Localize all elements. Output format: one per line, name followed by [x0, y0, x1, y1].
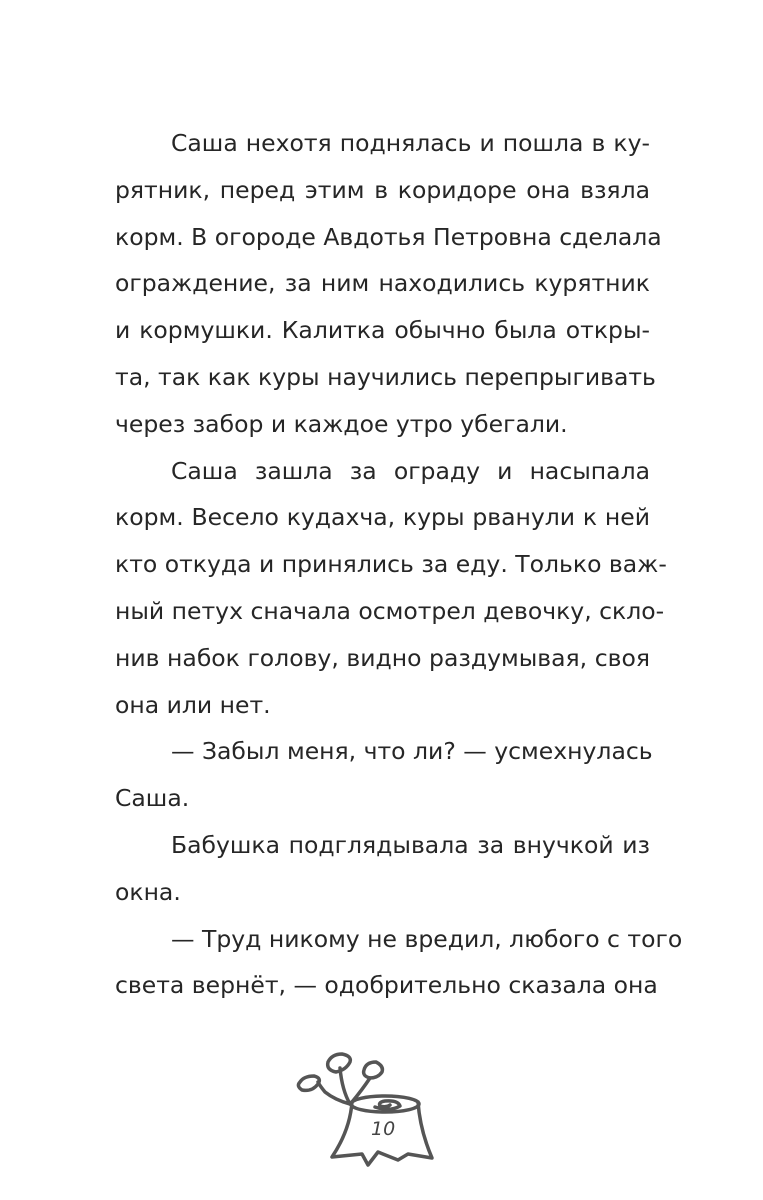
- text-line: ограждение, за ним находились курятник: [115, 269, 650, 298]
- text-line: рятник, перед этим в коридоре она взяла: [115, 175, 650, 204]
- text-line: корм. В огороде Авдотья Петровна сделала: [115, 222, 662, 251]
- text-line: Саша.: [115, 784, 190, 813]
- text-line: ный петух сначала осмотрел девочку, скло-: [115, 596, 665, 625]
- text-line: и кормушки. Калитка обычно была откры-: [115, 316, 650, 345]
- body-text: [115, 120, 683, 1009]
- page-number: 10: [371, 1118, 396, 1140]
- text-line: — Забыл меня, что ли? — усмехнулась: [171, 737, 653, 766]
- text-line: света вернёт, — одобрительно сказала она: [115, 971, 658, 1000]
- text-line: она или нет.: [115, 690, 271, 719]
- text-line: окна.: [115, 877, 181, 906]
- text-line: Бабушка подглядывала за внучкой из: [171, 830, 650, 859]
- text-line: через забор и каждое утро убегали.: [115, 409, 568, 438]
- text-line: Саша зашла за ограду и насыпала: [171, 456, 650, 485]
- stump-with-mushrooms-icon: [280, 1020, 480, 1190]
- text-line: та, так как куры научились перепрыгивать: [115, 362, 656, 391]
- text-line: корм. Весело кудахча, куры рванули к ней: [115, 503, 650, 532]
- text-line: — Труд никому не вредил, любого с того: [171, 924, 683, 953]
- text-line: кто откуда и принялись за еду. Только важ-: [115, 550, 667, 579]
- text-line: нив набок голову, видно раздумывая, своя: [115, 643, 650, 672]
- text-line: Саша нехотя поднялась и пошла в ку-: [171, 129, 650, 157]
